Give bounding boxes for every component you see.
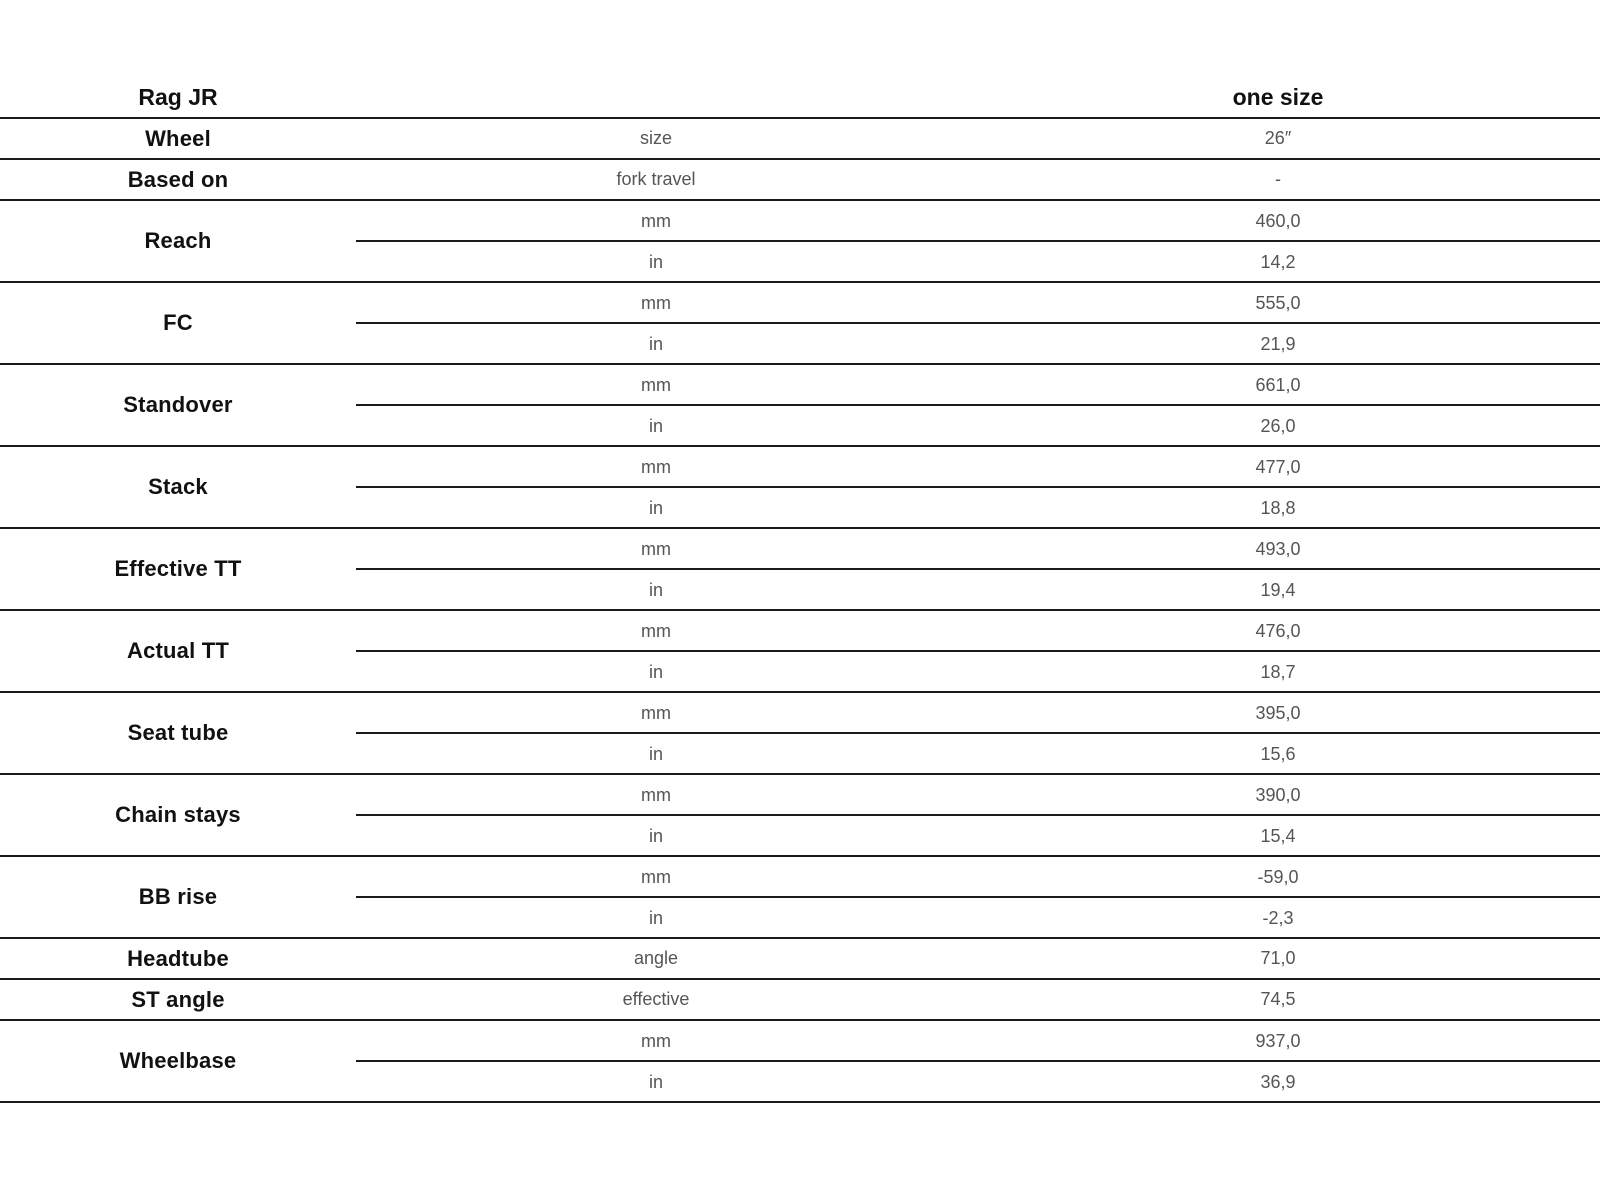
measurement-value: -2,3 [1262,907,1294,928]
value-cell [956,283,1600,323]
table-header [0,78,1600,119]
unit-cell [356,898,956,938]
unit-cell [356,406,956,446]
unit-cell [356,693,956,733]
unit-cell [356,652,956,692]
unit-cell [356,857,956,897]
value-cell [956,570,1600,610]
measurement-value: 26″ [1264,128,1292,148]
unit-label: in [648,661,663,682]
table-row [0,283,1600,365]
unit-label: in [648,825,663,846]
value-cell [956,488,1600,528]
unit-label: in [648,333,663,354]
unit-cell [356,201,956,241]
inner-divider [356,650,1600,652]
measurement-subrow [356,816,1600,856]
measurement-subrow [356,1062,1600,1102]
measurement-value: 71,0 [1260,948,1296,968]
measurement-subrow [356,857,1600,897]
unit-cell [356,365,956,405]
unit-label: in [648,579,663,600]
row-label: Headtube [127,945,229,971]
row-label: Based on [127,166,229,192]
value-cell [956,816,1600,856]
measurement-value: 476,0 [1255,620,1301,641]
table-row [0,775,1600,857]
measurement-subrow [356,570,1600,610]
unit-cell [356,529,956,569]
inner-divider [356,568,1600,570]
measurement-subrow [356,324,1600,364]
inner-divider [356,814,1600,816]
value-cell [956,898,1600,938]
measurement-subrow [356,447,1600,487]
measurement-subrow [356,365,1600,405]
measurement-subrow [356,119,1600,158]
size-header-cell [956,78,1600,117]
table-row [0,365,1600,447]
measurement-value: 26,0 [1260,415,1296,436]
row-label-cell [0,1021,356,1101]
inner-divider [356,732,1600,734]
unit-label: mm [641,866,671,887]
row-label: Reach [144,228,212,253]
row-label-cell [0,283,356,363]
row-label-cell [0,980,356,1019]
unit-label: in [648,251,663,272]
unit-cell [356,119,956,158]
value-cell [956,242,1600,282]
unit-cell [356,939,956,978]
unit-cell [356,980,956,1019]
unit-cell [356,816,956,856]
unit-cell [356,611,956,651]
measurement-value: 19,4 [1260,579,1296,600]
unit-header-cell [356,78,956,117]
row-label-cell [0,201,356,281]
unit-label: effective [622,989,690,1009]
measurement-subrow [356,693,1600,733]
value-cell [956,160,1600,199]
row-label-cell [0,160,356,199]
measurement-subrow [356,1021,1600,1061]
row-label-cell [0,693,356,773]
measurement-subrow [356,283,1600,323]
measurement-subrow [356,775,1600,815]
measurement-value: 15,6 [1260,743,1296,764]
measurement-subrow [356,406,1600,446]
measurement-value: 460,0 [1255,210,1301,231]
measurement-subrow [356,898,1600,938]
model-name: Rag JR [138,84,218,110]
value-cell [956,939,1600,978]
row-label: Chain stays [115,802,241,827]
value-cell [956,611,1600,651]
measurement-value: 390,0 [1255,784,1301,805]
unit-label: in [648,497,663,518]
table-row [0,1021,1600,1103]
unit-label: fork travel [616,169,696,189]
unit-cell [356,734,956,774]
unit-label: mm [641,210,671,231]
row-label-cell [0,775,356,855]
table-row [0,980,1600,1021]
unit-cell [356,1062,956,1102]
measurement-subrow [356,242,1600,282]
measurement-value: -59,0 [1257,866,1299,887]
measurement-value: 661,0 [1255,374,1301,395]
row-label: BB rise [138,884,218,909]
unit-label: in [648,1071,663,1092]
measurement-value: 18,8 [1260,497,1296,518]
geometry-table [0,78,1600,1103]
unit-cell [356,1021,956,1061]
measurement-subrow [356,980,1600,1019]
model-header-cell [0,78,356,117]
value-cell [956,693,1600,733]
value-cell [956,447,1600,487]
unit-label: angle [633,948,679,968]
row-label-cell [0,529,356,609]
unit-label: in [648,907,663,928]
unit-cell [356,570,956,610]
row-label-cell [0,447,356,527]
measurement-subrow [356,611,1600,651]
table-row [0,447,1600,529]
table-row [0,119,1600,160]
measurement-value: 74,5 [1260,989,1296,1009]
unit-cell [356,160,956,199]
unit-cell [356,242,956,282]
table-row [0,529,1600,611]
unit-cell [356,447,956,487]
row-label: ST angle [131,986,225,1012]
measurement-value: 18,7 [1260,661,1296,682]
measurement-subrow [356,939,1600,978]
value-cell [956,734,1600,774]
row-label-cell [0,939,356,978]
row-label: Wheelbase [119,1048,237,1073]
value-cell [956,201,1600,241]
row-label: FC [163,310,193,335]
measurement-value: 15,4 [1260,825,1296,846]
value-cell [956,652,1600,692]
unit-label: in [648,415,663,436]
measurement-value: 477,0 [1255,456,1301,477]
measurement-value: 36,9 [1260,1071,1296,1092]
row-label-cell [0,611,356,691]
unit-label: mm [641,784,671,805]
table-row [0,857,1600,939]
row-label-cell [0,857,356,937]
unit-label: in [648,743,663,764]
table-row [0,939,1600,980]
measurement-subrow [356,160,1600,199]
unit-label: mm [641,1030,671,1051]
table-body [0,119,1600,1103]
measurement-value: 395,0 [1255,702,1301,723]
row-label-cell [0,365,356,445]
row-label: Standover [123,392,233,417]
measurement-subrow [356,529,1600,569]
row-label: Stack [148,474,208,499]
measurement-value: 14,2 [1260,251,1296,272]
value-cell [956,1021,1600,1061]
unit-label: mm [641,702,671,723]
row-label: Effective TT [114,556,242,581]
table-row [0,693,1600,775]
value-cell [956,406,1600,446]
inner-divider [356,240,1600,242]
unit-label: size [639,128,672,148]
unit-label: mm [641,292,671,313]
unit-label: mm [641,538,671,559]
value-cell [956,119,1600,158]
table-row [0,201,1600,283]
inner-divider [356,1060,1600,1062]
unit-cell [356,324,956,364]
row-label-cell [0,119,356,158]
size-label: one size [1232,84,1324,110]
measurement-subrow [356,201,1600,241]
measurement-value: - [1275,169,1281,189]
measurement-subrow [356,652,1600,692]
measurement-subrow [356,734,1600,774]
value-cell [956,324,1600,364]
value-cell [956,529,1600,569]
inner-divider [356,486,1600,488]
unit-label: mm [641,620,671,641]
inner-divider [356,322,1600,324]
value-cell [956,857,1600,897]
value-cell [956,1062,1600,1102]
unit-cell [356,775,956,815]
measurement-value: 21,9 [1260,333,1296,354]
inner-divider [356,404,1600,406]
measurement-value: 493,0 [1255,538,1301,559]
unit-label: mm [641,456,671,477]
measurement-value: 937,0 [1255,1030,1301,1051]
value-cell [956,980,1600,1019]
row-label: Seat tube [127,720,229,745]
measurement-value: 555,0 [1255,292,1301,313]
unit-cell [356,283,956,323]
row-label: Actual TT [126,638,230,663]
inner-divider [356,896,1600,898]
unit-cell [356,488,956,528]
table-row [0,160,1600,201]
value-cell [956,365,1600,405]
value-cell [956,775,1600,815]
row-label: Wheel [145,125,211,151]
table-row [0,611,1600,693]
measurement-subrow [356,488,1600,528]
unit-label: mm [641,374,671,395]
